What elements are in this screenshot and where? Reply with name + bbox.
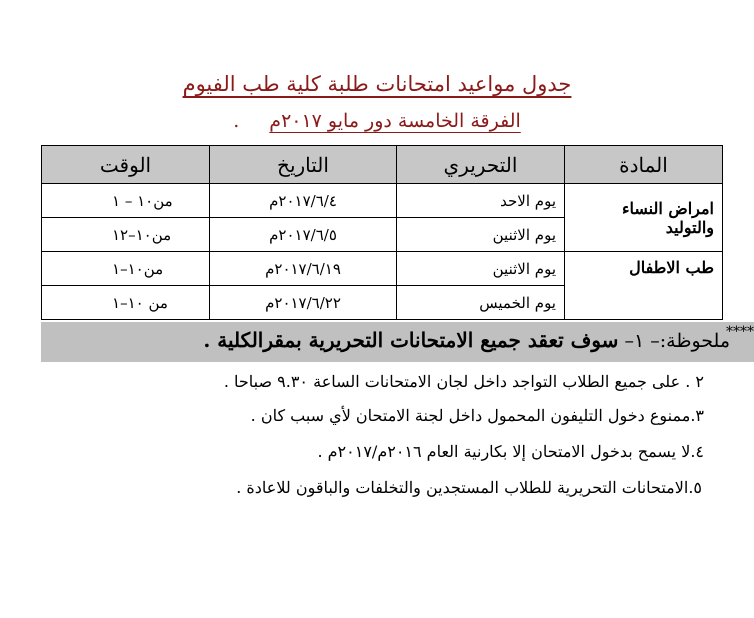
time-cell: من١٠–١٢ <box>42 218 210 252</box>
note-content: سوف تعقد جميع الامتحانات التحريرية بمقرالكلية . <box>203 328 619 352</box>
table-header-row <box>42 146 723 184</box>
day-cell: يوم الاثنين <box>397 252 565 286</box>
note-bar <box>41 322 754 362</box>
subject-cell: امراض النساء والتوليد <box>565 184 723 252</box>
day-cell: يوم الاحد <box>397 184 565 218</box>
list-item: ٣.ممنوع دخول التليفون المحمول داخل لجنة الامتحان لأي سبب كان . <box>250 406 704 425</box>
note-text <box>203 328 730 352</box>
date-cell: ٢٠١٧/٦/١٩م <box>210 252 397 286</box>
document-subtitle: الفرقة الخامسة دور مايو ٢٠١٧م . <box>233 110 521 132</box>
time-cell: من١٠ – ١ <box>42 184 210 218</box>
header-written: التحريري <box>397 146 565 184</box>
table-row <box>42 184 723 218</box>
day-cell: يوم الاثنين <box>397 218 565 252</box>
note-label: ملحوظة:– ١– <box>624 330 730 352</box>
exam-schedule-table <box>41 145 723 320</box>
list-item: ٤.لا يسمح بدخول الامتحان إلا بكارنية العام ٢٠١٦م/٢٠١٧م . <box>317 442 704 461</box>
list-item: ٥.الامتحانات التحريرية للطلاب المستجدين والتخلفات والباقون للاعادة . <box>236 478 702 497</box>
time-cell: من ١٠–١ <box>42 286 210 320</box>
date-cell: ٢٠١٧/٦/٢٢م <box>210 286 397 320</box>
subject-cell: طب الاطفال <box>565 252 723 320</box>
document-title: جدول مواعيد امتحانات طلبة كلية طب الفيوم <box>182 72 572 96</box>
header-subject: المادة <box>565 146 723 184</box>
table-row <box>42 252 723 286</box>
note-stars: **** <box>726 324 754 340</box>
header-time: الوقت <box>42 146 210 184</box>
date-cell: ٢٠١٧/٦/٤م <box>210 184 397 218</box>
date-cell: ٢٠١٧/٦/٥م <box>210 218 397 252</box>
header-date: التاريخ <box>210 146 397 184</box>
day-cell: يوم الخميس <box>397 286 565 320</box>
time-cell: من١٠–١ <box>42 252 210 286</box>
list-item: ٢ . على جميع الطلاب التواجد داخل لجان الامتحانات الساعة ٩.٣٠ صباحا . <box>223 372 704 391</box>
